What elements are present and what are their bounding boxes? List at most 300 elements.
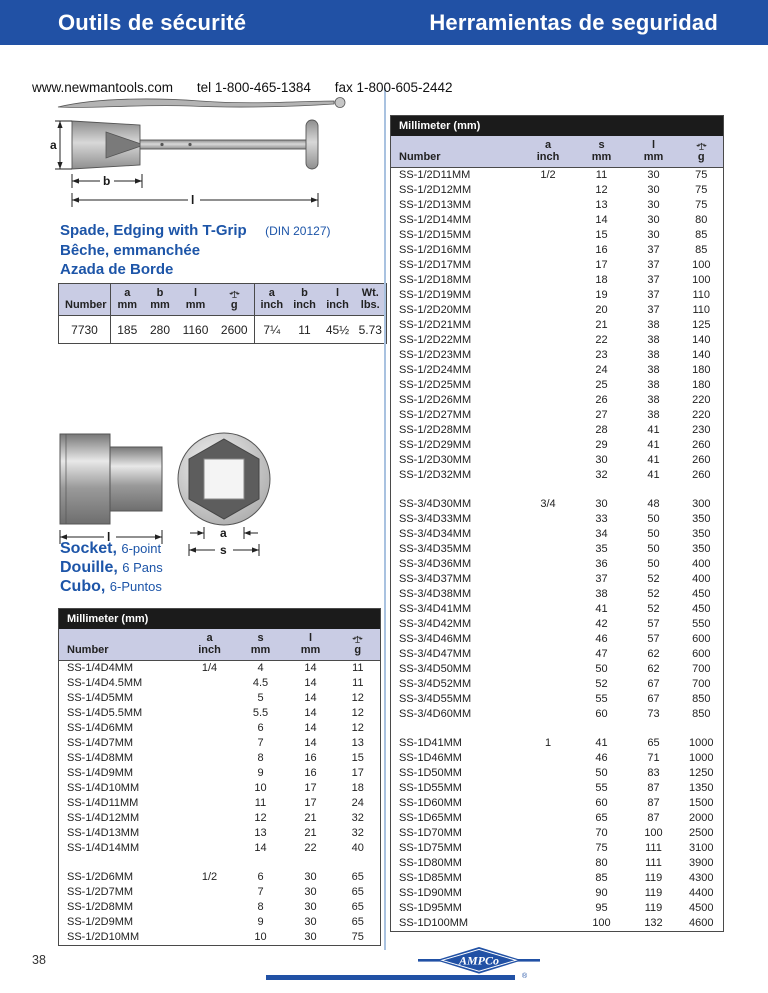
cell-l-mm: 22 bbox=[304, 842, 317, 854]
cell-s-mm: 14 bbox=[254, 842, 267, 854]
socket-title-fr: Douille, bbox=[60, 559, 118, 576]
cell-g: 18 bbox=[351, 782, 364, 794]
cell-s-mm: 8 bbox=[257, 752, 264, 764]
table-row bbox=[391, 916, 724, 932]
cell-l-mm bbox=[628, 722, 680, 736]
table-row bbox=[59, 766, 381, 781]
cell-s-mm: 22 bbox=[595, 334, 608, 346]
cell-number: SS-3/4D60MM bbox=[399, 708, 472, 720]
spade-title-fr: Bêche, emmanchée bbox=[60, 242, 201, 259]
cell-l-mm: 50 bbox=[647, 528, 660, 540]
cell-g: 230 bbox=[692, 424, 711, 436]
cell-l-mm bbox=[628, 483, 680, 497]
col-header-weight-g: g bbox=[680, 136, 724, 168]
cell-a-inch bbox=[521, 692, 576, 707]
cell-number: SS-1/4D6MM bbox=[67, 722, 134, 734]
cell-a-inch bbox=[521, 916, 576, 932]
table-row bbox=[391, 781, 724, 796]
cell-g: 400 bbox=[692, 573, 711, 585]
cell-g: 140 bbox=[692, 349, 711, 361]
cell-l-mm: 21 bbox=[304, 827, 317, 839]
cell-l-mm: 87 bbox=[647, 812, 660, 824]
cell-l-mm: 14 bbox=[304, 692, 317, 704]
table-row bbox=[59, 870, 381, 885]
cell-b-inch: 11 bbox=[298, 322, 311, 337]
table-row bbox=[391, 363, 724, 378]
cell-s-mm: 4 bbox=[257, 662, 264, 674]
col-header-weight-g: g bbox=[336, 629, 381, 661]
cell-g: 1250 bbox=[689, 767, 714, 779]
cell-a-inch: 1/2 bbox=[201, 871, 218, 883]
table-row bbox=[391, 722, 724, 736]
table-row bbox=[391, 243, 724, 258]
cell-number: SS-1/4D4MM bbox=[67, 662, 134, 674]
cell-a-inch bbox=[521, 647, 576, 662]
cell-number: SS-1/2D22MM bbox=[399, 334, 472, 346]
socket-title-es: Cubo, bbox=[60, 578, 106, 595]
cell-a-inch bbox=[521, 333, 576, 348]
cell-a-inch bbox=[521, 572, 576, 587]
cell-g: 180 bbox=[692, 364, 711, 376]
cell-a-inch bbox=[184, 885, 236, 900]
cell-g: 11 bbox=[352, 677, 364, 689]
cell-g: 125 bbox=[692, 319, 711, 331]
cell-l-mm: 119 bbox=[644, 902, 663, 914]
cell-s-mm: 11 bbox=[595, 169, 608, 181]
cell-l-mm: 37 bbox=[647, 259, 660, 271]
table-row bbox=[391, 348, 724, 363]
cell-a-inch bbox=[184, 691, 236, 706]
cell-l-mm: 38 bbox=[647, 394, 660, 406]
table-row bbox=[391, 468, 724, 483]
cell-l-mm: 73 bbox=[647, 708, 660, 720]
cell-g bbox=[336, 856, 381, 870]
cell-number: SS-1/4D7MM bbox=[67, 737, 134, 749]
table-row bbox=[391, 647, 724, 662]
cell-g: 75 bbox=[351, 931, 364, 943]
socket-headings bbox=[60, 539, 163, 596]
cell-g: 110 bbox=[692, 304, 711, 316]
cell-number: SS-1D41MM bbox=[399, 737, 462, 749]
cell-l-mm: 14 bbox=[304, 707, 317, 719]
cell-a-inch bbox=[521, 617, 576, 632]
col-header-a-mm: a mm bbox=[111, 284, 144, 316]
cell-number: SS-1/2D26MM bbox=[399, 394, 472, 406]
table-row bbox=[59, 676, 381, 691]
cell-g: 65 bbox=[351, 886, 364, 898]
cell-a-inch: 7¼ bbox=[255, 316, 289, 344]
cell-g: 350 bbox=[692, 543, 711, 555]
cell-a-inch bbox=[521, 707, 576, 722]
cell-number: SS-1/2D13MM bbox=[399, 199, 472, 211]
table-row bbox=[391, 288, 724, 303]
cell-s-mm: 50 bbox=[595, 663, 608, 675]
table-row bbox=[391, 811, 724, 826]
cell-number: SS-1/2D30MM bbox=[399, 454, 472, 466]
col-header-l-mm: l mm bbox=[286, 629, 336, 661]
table-row bbox=[391, 378, 724, 393]
cell-number: 7730 bbox=[71, 322, 98, 337]
col-header-wt-lbs: Wt. lbs. bbox=[355, 284, 387, 316]
cell-a-inch bbox=[521, 512, 576, 527]
cell-a-mm: 185 bbox=[111, 316, 144, 344]
cell-g: 80 bbox=[695, 214, 708, 226]
cell-s-mm: 36 bbox=[595, 558, 608, 570]
cell-wt-lbs: 5.73 bbox=[358, 322, 382, 337]
cell-l-mm: 14 bbox=[304, 677, 317, 689]
cell-s-mm: 9 bbox=[257, 916, 264, 928]
cell-l-mm: 14 bbox=[304, 662, 317, 674]
cell-number: SS-1D90MM bbox=[399, 887, 462, 899]
cell-l-mm: 16 bbox=[304, 767, 317, 779]
table-row bbox=[391, 512, 724, 527]
table-band-title: Millimeter (mm) bbox=[391, 116, 724, 137]
cell-s-mm: 6 bbox=[257, 722, 264, 734]
cell-number: SS-3/4D37MM bbox=[399, 573, 472, 585]
cell-a-inch bbox=[521, 632, 576, 647]
cell-a-inch bbox=[184, 900, 236, 915]
cell-l-mm: 30 bbox=[647, 229, 660, 241]
cell-number: SS-1D55MM bbox=[399, 782, 462, 794]
cell-g: 1000 bbox=[689, 752, 714, 764]
cell-number bbox=[59, 856, 184, 870]
cell-a-inch bbox=[521, 781, 576, 796]
cell-number: SS-1D65MM bbox=[399, 812, 462, 824]
ampco-logo-text: AMPCo bbox=[458, 953, 500, 968]
cell-l-mm: 14 bbox=[304, 737, 317, 749]
table-band-title: Millimeter (mm) bbox=[59, 609, 381, 630]
cell-g: 3900 bbox=[689, 857, 714, 869]
cell-g: 32 bbox=[351, 827, 364, 839]
table-row bbox=[391, 841, 724, 856]
cell-l-mm: 67 bbox=[647, 678, 660, 690]
cell-g: 700 bbox=[692, 663, 711, 675]
footer-rule bbox=[266, 975, 515, 980]
cell-a-inch bbox=[184, 930, 236, 946]
cell-a-inch bbox=[184, 781, 236, 796]
page-header-bar bbox=[0, 0, 768, 45]
cell-l-inch: 45½ bbox=[325, 322, 350, 337]
cell-l-mm: 132 bbox=[644, 917, 663, 929]
table-row bbox=[391, 228, 724, 243]
col-header-number: Number bbox=[59, 629, 184, 661]
socket-table-left bbox=[58, 608, 381, 946]
cell-number: SS-1/4D10MM bbox=[67, 782, 140, 794]
socket-subtitle-en: 6-point bbox=[121, 541, 162, 556]
cell-s-mm: 16 bbox=[595, 244, 608, 256]
table-row bbox=[391, 557, 724, 572]
cell-l-mm: 30 bbox=[304, 916, 317, 928]
cell-s-mm: 20 bbox=[595, 304, 608, 316]
col-header-b-inch: b inch bbox=[289, 284, 321, 316]
cell-number: SS-1/2D15MM bbox=[399, 229, 472, 241]
col-header-number: Number bbox=[391, 136, 521, 168]
cell-l-mm: 65 bbox=[647, 737, 660, 749]
cell-g: 75 bbox=[695, 169, 708, 181]
cell-number: SS-1D75MM bbox=[399, 842, 462, 854]
cell-a-inch bbox=[521, 228, 576, 243]
cell-a-inch bbox=[521, 393, 576, 408]
cell-a-inch bbox=[521, 408, 576, 423]
cell-s-mm: 24 bbox=[595, 364, 608, 376]
col-header-s-mm: s mm bbox=[576, 136, 628, 168]
cell-s-mm: 95 bbox=[595, 902, 608, 914]
spade-headings bbox=[60, 221, 331, 279]
cell-g: 1000 bbox=[689, 737, 714, 749]
cell-g: 3100 bbox=[689, 842, 714, 854]
col-header-a-inch: a inch bbox=[184, 629, 236, 661]
cell-number: SS-1/4D8MM bbox=[67, 752, 134, 764]
cell-l-mm: 111 bbox=[645, 842, 662, 854]
scale-icon bbox=[229, 290, 240, 299]
cell-g bbox=[680, 483, 724, 497]
col-header-s-mm: s mm bbox=[236, 629, 286, 661]
table-row bbox=[391, 632, 724, 647]
cell-g: 850 bbox=[692, 708, 711, 720]
table-row bbox=[59, 781, 381, 796]
cell-a-inch bbox=[521, 378, 576, 393]
cell-s-mm bbox=[576, 722, 628, 736]
cell-s-mm: 30 bbox=[595, 454, 608, 466]
table-row bbox=[391, 408, 724, 423]
cell-l-mm: 30 bbox=[304, 886, 317, 898]
cell-g: 220 bbox=[692, 394, 711, 406]
spade-din-ref: (DIN 20127) bbox=[265, 224, 331, 238]
cell-b-mm: 280 bbox=[149, 322, 171, 337]
cell-number: SS-3/4D42MM bbox=[399, 618, 472, 630]
cell-s-mm: 55 bbox=[595, 693, 608, 705]
cell-s-mm: 70 bbox=[595, 827, 608, 839]
cell-l-mm: 30 bbox=[304, 871, 317, 883]
cell-g: 85 bbox=[695, 229, 708, 241]
cell-number: SS-1/2D6MM bbox=[67, 871, 134, 883]
cell-l-mm: 38 bbox=[647, 379, 660, 391]
scale-icon bbox=[696, 142, 707, 151]
table-row bbox=[59, 826, 381, 841]
cell-a-inch bbox=[521, 318, 576, 333]
spade-title-es: Azada de Borde bbox=[60, 261, 174, 278]
cell-number: SS-1/2D11MM bbox=[399, 169, 471, 181]
table-row bbox=[391, 707, 724, 722]
cell-number: SS-1/2D7MM bbox=[67, 886, 134, 898]
table-row bbox=[391, 826, 724, 841]
dim-label-a: a bbox=[220, 526, 227, 540]
cell-l-mm: 30 bbox=[647, 169, 660, 181]
cell-s-mm: 12 bbox=[254, 812, 267, 824]
cell-number: SS-1/2D17MM bbox=[399, 259, 472, 271]
cell-s-mm: 85 bbox=[595, 872, 608, 884]
col-header-weight-g: g bbox=[215, 284, 255, 316]
cell-l-mm: 71 bbox=[647, 752, 660, 764]
cell-l-mm: 62 bbox=[647, 648, 660, 660]
cell-s-mm: 41 bbox=[595, 603, 608, 615]
cell-number: SS-1/4D5MM bbox=[67, 692, 134, 704]
cell-g: 65 bbox=[351, 916, 364, 928]
cell-g: 600 bbox=[692, 648, 711, 660]
table-row bbox=[59, 900, 381, 915]
cell-l-mm: 30 bbox=[647, 199, 660, 211]
cell-a-inch: 1 bbox=[544, 737, 552, 749]
cell-a-inch: 1/4 bbox=[201, 662, 218, 674]
cell-l-mm: 50 bbox=[647, 543, 660, 555]
cell-s-mm: 38 bbox=[595, 588, 608, 600]
cell-s-mm: 11 bbox=[254, 797, 267, 809]
cell-a-inch bbox=[521, 602, 576, 617]
table-row bbox=[59, 751, 381, 766]
table-row bbox=[391, 183, 724, 198]
cell-s-mm: 52 bbox=[595, 678, 608, 690]
cell-g: 260 bbox=[692, 439, 711, 451]
cell-s-mm: 75 bbox=[595, 842, 608, 854]
table-row bbox=[391, 168, 724, 184]
cell-l-mm: 17 bbox=[304, 797, 317, 809]
col-header-b-mm: b mm bbox=[144, 284, 177, 316]
cell-g: 1350 bbox=[689, 782, 714, 794]
spade-illustration bbox=[50, 90, 370, 222]
cell-a-inch bbox=[184, 796, 236, 811]
cell-number: SS-1D80MM bbox=[399, 857, 462, 869]
cell-number: SS-1/2D16MM bbox=[399, 244, 472, 256]
cell-number: SS-1/2D19MM bbox=[399, 289, 472, 301]
cell-number: SS-1/2D24MM bbox=[399, 364, 472, 376]
cell-g: 400 bbox=[692, 558, 711, 570]
cell-s-mm: 9 bbox=[257, 767, 264, 779]
cell-a-inch bbox=[521, 258, 576, 273]
cell-number: SS-3/4D35MM bbox=[399, 543, 472, 555]
cell-number: SS-1D70MM bbox=[399, 827, 462, 839]
cell-s-mm: 60 bbox=[595, 797, 608, 809]
table-row bbox=[59, 706, 381, 721]
cell-a-inch bbox=[521, 901, 576, 916]
dim-label-a: a bbox=[50, 138, 57, 152]
cell-a-inch bbox=[184, 841, 236, 856]
table-row bbox=[391, 856, 724, 871]
dim-label-b: b bbox=[103, 174, 111, 188]
cell-number bbox=[391, 722, 521, 736]
cell-g: 100 bbox=[692, 274, 711, 286]
cell-s-mm: 37 bbox=[595, 573, 608, 585]
cell-g: 17 bbox=[351, 767, 364, 779]
cell-l-mm: 83 bbox=[647, 767, 660, 779]
cell-s-mm: 8 bbox=[257, 901, 264, 913]
cell-s-mm: 46 bbox=[595, 633, 608, 645]
cell-l-mm: 100 bbox=[644, 827, 663, 839]
socket-subtitle-es: 6-Puntos bbox=[109, 579, 162, 594]
cell-a-inch bbox=[521, 273, 576, 288]
cell-a-inch bbox=[521, 198, 576, 213]
cell-a-inch bbox=[521, 243, 576, 258]
cell-a-inch bbox=[184, 766, 236, 781]
cell-g: 4500 bbox=[689, 902, 714, 914]
table-row bbox=[391, 542, 724, 557]
cell-a-inch bbox=[521, 468, 576, 483]
table-row bbox=[391, 796, 724, 811]
cell-g: 110 bbox=[692, 289, 711, 301]
dim-label-l: l bbox=[107, 530, 111, 544]
cell-number: SS-1/2D10MM bbox=[67, 931, 140, 943]
cell-l-mm: 111 bbox=[645, 857, 662, 869]
table-row bbox=[391, 871, 724, 886]
cell-s-mm: 30 bbox=[595, 498, 608, 510]
cell-number: SS-1/4D9MM bbox=[67, 767, 134, 779]
cell-s-mm: 14 bbox=[595, 214, 608, 226]
cell-l-mm: 48 bbox=[647, 498, 660, 510]
cell-g bbox=[680, 722, 724, 736]
cell-l-mm: 62 bbox=[647, 663, 660, 675]
cell-s-mm: 25 bbox=[595, 379, 608, 391]
table-row bbox=[59, 796, 381, 811]
cell-l-mm: 1160 bbox=[182, 322, 209, 337]
cell-a-inch bbox=[184, 721, 236, 736]
cell-s-mm: 7 bbox=[257, 886, 264, 898]
cell-g: 32 bbox=[351, 812, 364, 824]
cell-number: SS-1/2D9MM bbox=[67, 916, 134, 928]
cell-number: SS-3/4D55MM bbox=[399, 693, 472, 705]
cell-l-mm bbox=[286, 856, 336, 870]
cell-l-mm: 30 bbox=[304, 931, 317, 943]
table-row bbox=[391, 303, 724, 318]
col-header-a-inch: a inch bbox=[255, 284, 289, 316]
table-row bbox=[391, 423, 724, 438]
cell-s-mm: 13 bbox=[254, 827, 267, 839]
cell-number bbox=[391, 483, 521, 497]
cell-g: 11 bbox=[352, 662, 364, 674]
col-header-number: Number bbox=[59, 284, 111, 316]
cell-g: 4600 bbox=[689, 917, 714, 929]
cell-s-mm: 6 bbox=[257, 871, 264, 883]
table-row bbox=[391, 617, 724, 632]
table-row bbox=[391, 602, 724, 617]
cell-s-mm: 17 bbox=[595, 259, 608, 271]
cell-s-mm: 10 bbox=[254, 782, 267, 794]
cell-a-inch bbox=[521, 662, 576, 677]
cell-l-mm: 21 bbox=[304, 812, 317, 824]
table-row bbox=[391, 213, 724, 228]
cell-l-mm: 50 bbox=[647, 558, 660, 570]
cell-s-mm: 27 bbox=[595, 409, 608, 421]
col-header-l-mm: l mm bbox=[628, 136, 680, 168]
cell-s-mm: 47 bbox=[595, 648, 608, 660]
cell-number: SS-1D100MM bbox=[399, 917, 469, 929]
cell-l-mm: 38 bbox=[647, 349, 660, 361]
cell-number: SS-1/2D28MM bbox=[399, 424, 472, 436]
cell-g: 4400 bbox=[689, 887, 714, 899]
cell-a-inch: 3/4 bbox=[540, 498, 556, 510]
cell-s-mm: 42 bbox=[595, 618, 608, 630]
cell-a-inch bbox=[521, 766, 576, 781]
cell-g: 100 bbox=[692, 259, 711, 271]
table-row bbox=[59, 915, 381, 930]
cell-l-mm: 57 bbox=[647, 633, 660, 645]
cell-s-mm: 41 bbox=[595, 737, 608, 749]
cell-a-inch bbox=[521, 363, 576, 378]
cell-g: 2500 bbox=[689, 827, 714, 839]
cell-s-mm: 35 bbox=[595, 543, 608, 555]
fax-text: fax 1-800-605-2442 bbox=[334, 80, 453, 95]
cell-number: SS-3/4D34MM bbox=[399, 528, 472, 540]
cell-number: SS-3/4D33MM bbox=[399, 513, 472, 525]
cell-number: SS-1/2D18MM bbox=[399, 274, 472, 286]
cell-a-inch bbox=[184, 856, 236, 870]
table-row bbox=[59, 316, 387, 344]
cell-number: SS-1/2D29MM bbox=[399, 439, 472, 451]
cell-a-inch bbox=[521, 438, 576, 453]
table-row bbox=[391, 453, 724, 468]
cell-a-inch bbox=[521, 183, 576, 198]
table-row bbox=[59, 930, 381, 946]
table-row bbox=[59, 661, 381, 677]
registered-mark: ® bbox=[522, 973, 528, 980]
